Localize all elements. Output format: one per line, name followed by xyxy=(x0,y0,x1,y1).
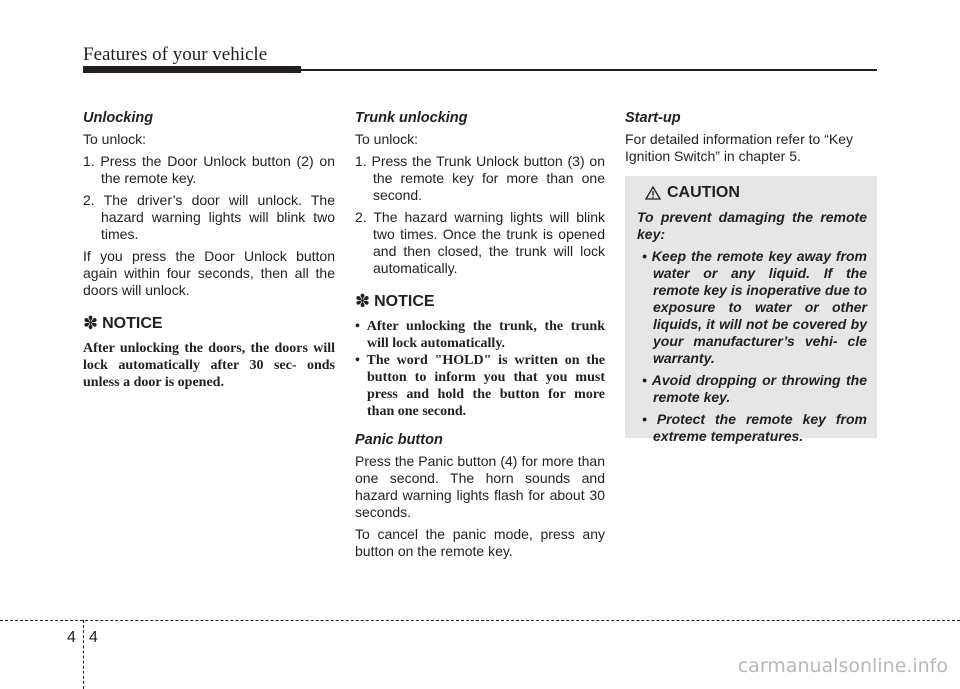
trunk-notice-item: • After unlocking the trunk, the trunk will lock automatically. xyxy=(355,319,605,351)
trunk-notice-heading xyxy=(355,291,605,312)
column-unlocking xyxy=(83,110,335,391)
panic-paragraph: Press the Panic button (4) for more than one second. The horn sounds and hazard warning lights flash for about 30 seconds. xyxy=(355,453,605,520)
caution-intro: To prevent damaging the remote key: xyxy=(637,209,867,242)
trunk-steps xyxy=(355,153,605,277)
unlocking-heading: Unlocking xyxy=(83,110,154,126)
trunk-intro: To unlock: xyxy=(355,131,419,147)
page-number-section: 4 xyxy=(67,629,76,646)
footer-dashed-rule xyxy=(0,620,960,621)
trunk-step: 1. Press the Trunk Unlock button (3) on the remote key for more than one second. xyxy=(355,153,605,203)
unlocking-step: 2. The driver’s door will unlock. The hazard warning lights will blink two times. xyxy=(83,192,335,242)
trunk-step: 2. The hazard warning lights will blink two times. Once the trunk is opened and then closed, the trunk will lock automatically. xyxy=(355,209,605,276)
unlocking-notice-heading xyxy=(83,313,335,334)
footer-dashed-divider xyxy=(83,620,84,689)
caution-heading xyxy=(645,184,867,202)
page-number-page: 4 xyxy=(89,629,98,646)
notice-star-icon: ✽ xyxy=(83,313,99,333)
warning-triangle-icon xyxy=(645,186,661,200)
notice-star-icon: ✽ xyxy=(355,291,371,311)
panic-cancel-paragraph: To cancel the panic mode, press any button on the remote key. xyxy=(355,526,605,559)
column-trunk-unlocking xyxy=(355,110,605,565)
unlocking-paragraph: If you press the Door Unlock button again within four seconds, then all the doors will unlock. xyxy=(83,248,335,298)
startup-text: For detailed information refer to “Key Ignition Switch” in chapter 5. xyxy=(625,131,853,164)
unlocking-intro: To unlock: xyxy=(83,131,147,147)
unlocking-notice-text: After unlocking the doors, the doors will lock automatically after 30 sec- onds unless a door is opened. xyxy=(83,341,335,390)
caution-title: CAUTION xyxy=(667,184,740,201)
trunk-notice-list xyxy=(355,318,605,420)
caution-list xyxy=(637,248,867,445)
header-rule-thick xyxy=(83,66,301,73)
caution-item: • Protect the remote key from extreme temperatures. xyxy=(642,411,867,444)
trunk-notice-item: • The word "HOLD" is written on the button to inform you that you must press and hold the button for more than one second. xyxy=(355,353,605,419)
column-start-up xyxy=(625,110,877,170)
watermark: carmanualsonline.info xyxy=(737,655,948,677)
panic-heading: Panic button xyxy=(355,432,443,448)
notice-title: NOTICE xyxy=(374,292,435,310)
header-rule-thin xyxy=(301,69,877,71)
trunk-heading: Trunk unlocking xyxy=(355,110,468,126)
caution-box xyxy=(625,176,877,444)
startup-heading: Start-up xyxy=(625,110,681,126)
caution-item: • Keep the remote key away from water or any liquid. If the remote key is inoperative due to exposure to water or other liquids, it will not be covered by your manufacturer’s vehi- cle warranty. xyxy=(642,248,867,366)
unlocking-step: 1. Press the Door Unlock button (2) on the remote key. xyxy=(83,153,335,186)
caution-item: • Avoid dropping or throwing the remote key. xyxy=(642,372,867,405)
unlocking-steps xyxy=(83,153,335,243)
page-header-title: Features of your vehicle xyxy=(83,44,268,65)
notice-title: NOTICE xyxy=(102,314,163,332)
